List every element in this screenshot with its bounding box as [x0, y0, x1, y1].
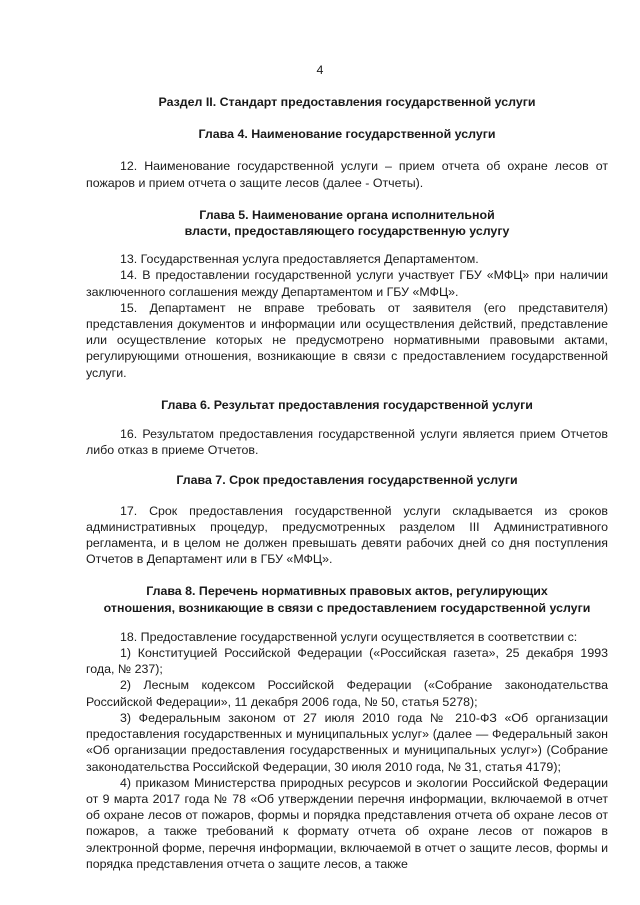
- list-item-2: 2) Лесным кодексом Российской Федерации («Собрание законодательства Российской Федерации», 11 декабря 2006 года, № 50, статья 5278);: [86, 678, 608, 709]
- paragraph-17: 17. Срок предоставления государственной услуги складывается из сроков административных процедур, предусмотренных разделом III Административного регламента, и в целом не должен превышать девяти рабочих дней со дня поступления Отчетов в Департамент или в ГБУ «МФЦ».: [86, 503, 608, 567]
- paragraph-18: 18. Предоставление государственной услуги осуществляется в соответствии с:: [120, 629, 578, 644]
- chapter-8-title-line2: отношения, возникающие в связи с предоставлением государственной услуги: [103, 600, 591, 615]
- page-number: 4: [316, 63, 324, 77]
- list-item-4: 4) приказом Министерства природных ресурсов и экологии Российской Федерации от 9 марта 2017 года № 78 «Об утверждении перечня информации, включаемой в отчет об охране лесов от пожаров, формы и порядка представления отчета об охране лесов от пожаров, а также требований к формату отчета об охране лесов от пожаров в электронной форме, перечня информации, включаемой в отчет о защите лесов, формы и порядка представления отчета о защите лесов, а также: [86, 775, 608, 871]
- section-title: Раздел II. Стандарт предоставления государственной услуги: [158, 95, 536, 109]
- paragraph-16: 16. Результатом предоставления государственной услуги является прием Отчетов либо отказ в приеме Отчетов.: [86, 427, 608, 458]
- document-body: [86, 94, 608, 872]
- list-item-1: 1) Конституцией Российской Федерации («Российская газета», 25 декабря 1993 года, № 237);: [86, 646, 608, 677]
- chapter-4-title: Глава 4. Наименование государственной услуги: [198, 127, 496, 142]
- chapter-5-title-line1: Глава 5. Наименование органа исполнительной: [199, 207, 495, 222]
- chapter-5-title-line2: власти, предоставляющего государственную услугу: [184, 224, 510, 239]
- list-item-3: 3) Федеральным законом от 27 июля 2010 года № 210-ФЗ «Об организации предоставления государственных и муниципальных услуг» (далее — Федеральный закон «Об организации предоставления государственных и муниципальных услуг») (Собрание законодательства Российской Федерации, 30 июля 2010 года, № 31, статья 4179);: [86, 710, 608, 774]
- paragraph-13: 13. Государственная услуга предоставляется Департаментом.: [120, 252, 479, 267]
- paragraph-12: 12. Наименование государственной услуги – прием отчета об охране лесов от пожаров и прием отчета о защите лесов (далее - Отчеты).: [86, 159, 608, 190]
- paragraph-14: 14. В предоставлении государственной услуги участвует ГБУ «МФЦ» при наличии заключенного соглашения между Департаментом и ГБУ «МФЦ».: [86, 268, 608, 299]
- chapter-8-title-line1: Глава 8. Перечень нормативных правовых актов, регулирующих: [146, 584, 548, 599]
- paragraph-15: 15. Департамент не вправе требовать от заявителя (его представителя) представления документов и информации или осуществления действий, представление или осуществление которых не предусмотрено нормативными правовыми актами, регулирующими отношения, возникающие в связи с предоставлением государственной услуги.: [86, 300, 608, 380]
- chapter-7-title: Глава 7. Срок предоставления государственной услуги: [176, 473, 518, 488]
- chapter-6-title: Глава 6. Результат предоставления государственной услуги: [161, 397, 533, 412]
